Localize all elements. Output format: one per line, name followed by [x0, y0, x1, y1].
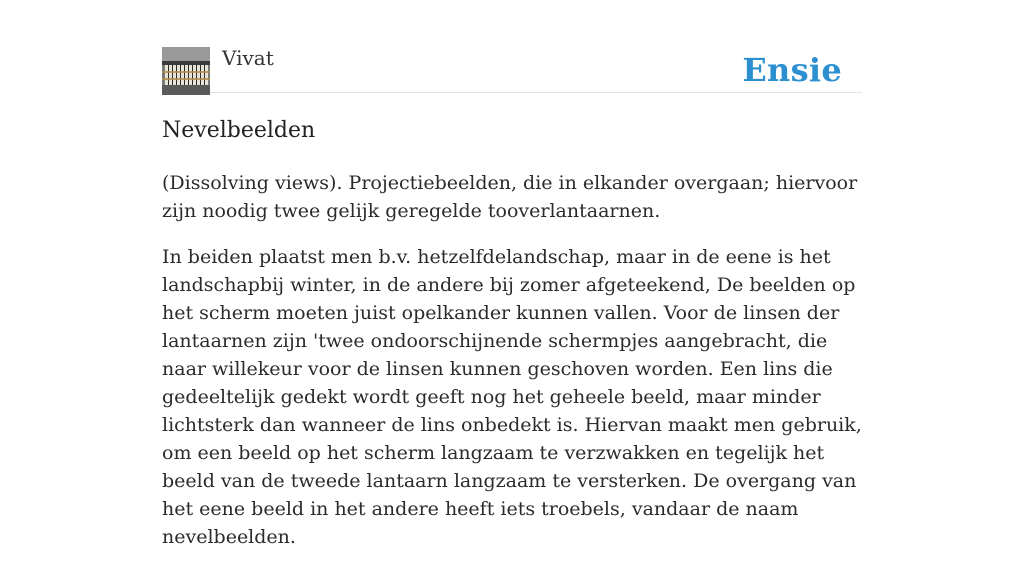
header: [162, 46, 862, 93]
source-name[interactable]: Vivat: [222, 46, 274, 70]
brand-logo[interactable]: Ensie: [742, 51, 842, 89]
bookshelf-avatar-icon[interactable]: [162, 47, 210, 95]
article-body: [162, 169, 862, 569]
article-paragraph: In beiden plaatst men b.v. hetzelfdelandschap, maar in de eene is het landschapbij winter, in de andere bij zomer afgeteekend, De beelden op het scherm moeten juist opelkander kunnen vallen. Voor de linsen der lantaarnen zijn 'twee ondoorschijnende schermpjes aangebracht, die naar willekeur voor de linsen kunnen geschoven worden. Een lins die gedeeltelijk gedekt wordt geeft nog het geheele beeld, maar minder lichtsterk dan wanneer de lins onbedekt is. Hiervan maakt men gebruik, om een beeld op het scherm langzaam te verzwakken en tegelijk het beeld van de tweede lantaarn langzaam te versterken. De overgang van het eene beeld in het andere heeft iets troebels, vandaar de naam nevelbeelden.: [162, 246, 862, 548]
article-paragraph: (Dissolving views). Projectiebeelden, die in elkander overgaan; hiervoor zijn noodig twee gelijk geregelde tooverlantaarnen.: [162, 172, 858, 222]
page-title: Nevelbeelden: [162, 118, 316, 143]
